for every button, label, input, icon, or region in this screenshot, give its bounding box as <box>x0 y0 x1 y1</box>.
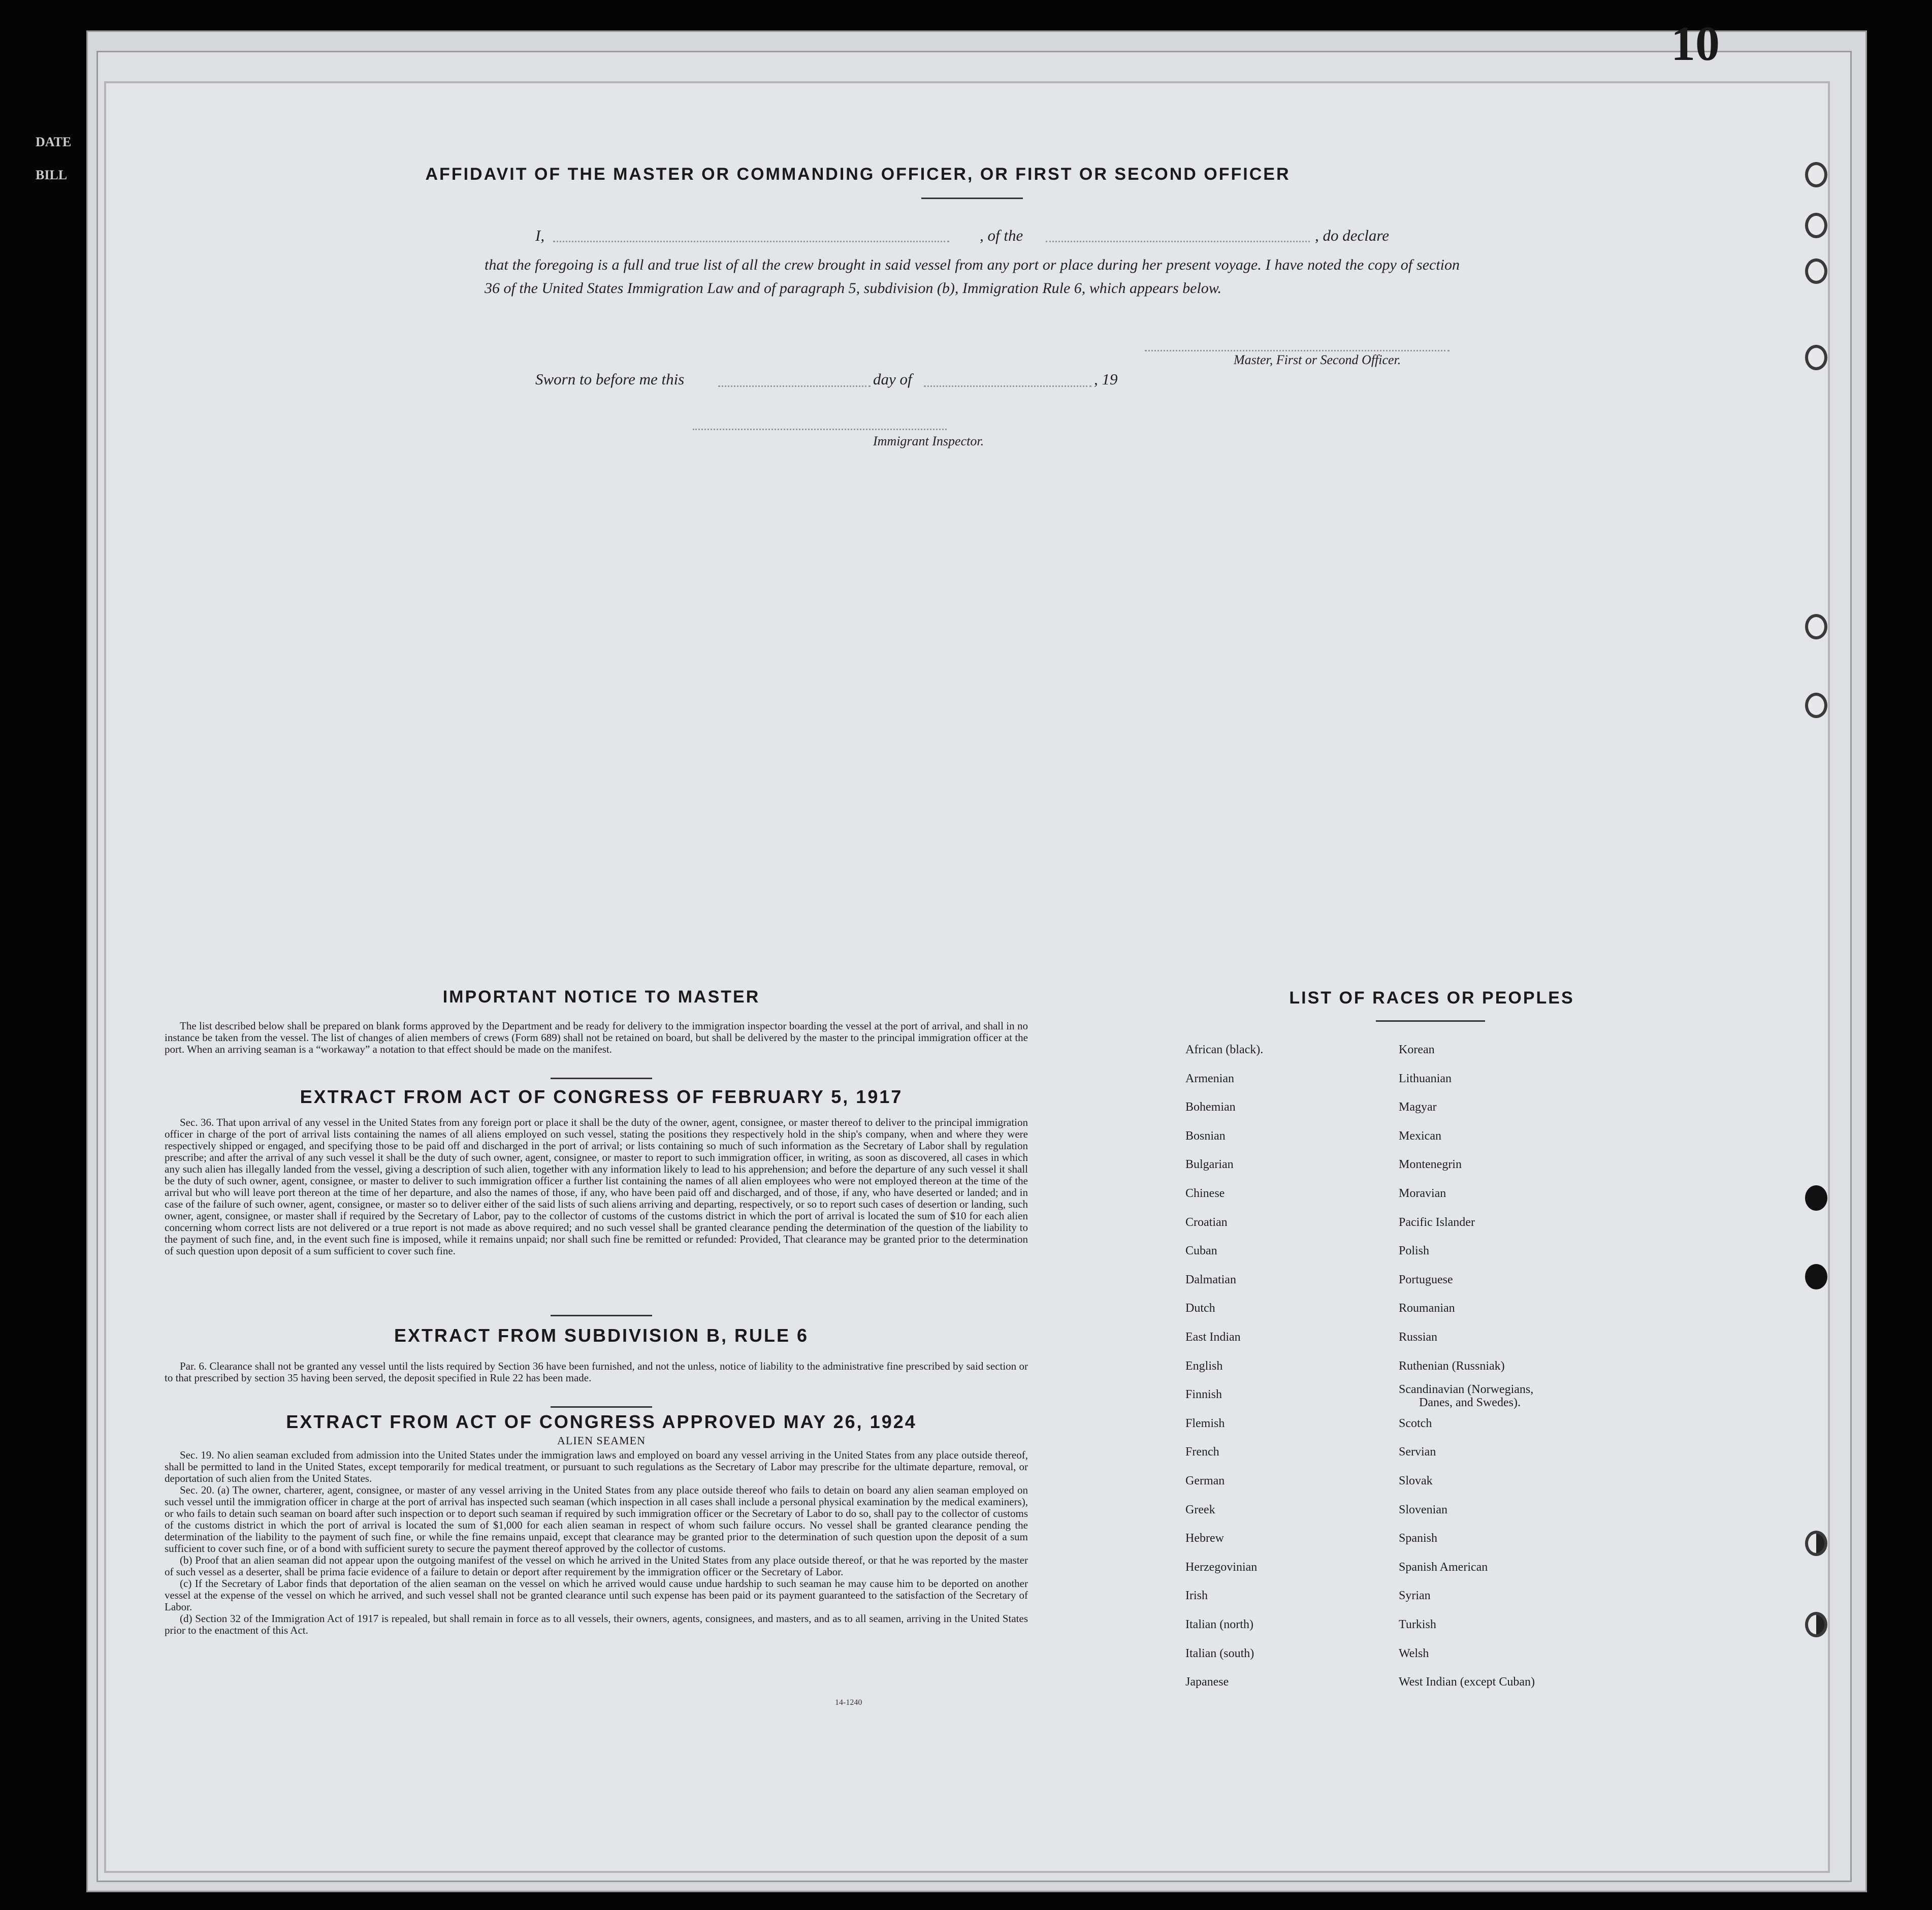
race-item: German <box>1185 1474 1225 1487</box>
binder-hole-1 <box>1805 162 1827 187</box>
signature-line <box>1145 350 1450 351</box>
race-item: Turkish <box>1399 1618 1436 1631</box>
race-item: Lithuanian <box>1399 1072 1452 1085</box>
sworn-text-1: Sworn to before me this <box>535 370 685 388</box>
inspector-line <box>693 429 947 430</box>
race-item: Bulgarian <box>1185 1158 1234 1172</box>
race-item: Hebrew <box>1185 1532 1224 1545</box>
race-item: Spanish <box>1399 1532 1438 1545</box>
race-item: Mexican <box>1399 1129 1441 1143</box>
sworn-text-2: day of <box>873 370 912 388</box>
affidavit-title: AFFIDAVIT OF THE MASTER OR COMMANDING OFFICER, OR FIRST OR SECOND OFFICER <box>425 165 1291 184</box>
form-number: 14-1240 <box>835 1698 862 1707</box>
race-item: French <box>1185 1445 1219 1459</box>
left-tab-date: DATE <box>36 135 72 149</box>
left-tab-bill: BILL <box>36 168 68 182</box>
extract1917-paragraph: Sec. 36. That upon arrival of any vessel in the United States from any foreign port or place it shall be the duty of the owner, agent, consignee, or master thereof to deliver to the principal immigration officer in charge of the port of arrival lists containing the names of all aliens employed on such vessel, stating the positions they respectively hold in the ship's company, when and where they were respectively shipped or engaged, and specifying those to be paid off and discharged in the port of arrival; or lists containing so much of such information as the Secretary of Labor shall by regulation prescribe; and after the arrival of any such vessel it shall be the duty of such owner, agent, consignee, or master to report to such immigration officer, in writing, as soon as discovered, all cases in which any such alien has illegally landed from the vessel, giving a description of such alien, together with any information likely to lead to his apprehension; and before the departure of any such vessel it shall be the duty of such owner, agent, consignee, or master to deliver to such immigration officer a further list containing the names of all alien employees who were not employed thereon at the time of the arrival but who will leave port thereon at the time of her departure, and also the names of those, if any, who have been paid off and discharged, and of those, if any, who have deserted or landed; and in case of the failure of such owner, agent, consignee, or master so to deliver either of the said lists of such aliens arriving and departing, respectively, or so to report such cases of desertion or landing, such owner, agent, consignee, or master shall if required by the Secretary of Labor, pay to the collector of customs of the customs district in which the port of arrival is located the sum of $10 for each alien concerning whom correct lists are not delivered or a true report is not made as above required; and no such vessel shall be granted clearance pending the determination of the question of the liability to the payment of such fine, and, in the event such fine is imposed, while it remains unpaid; nor shall such fine be remitted or refunded: Provided, That clearance may be granted prior to the determination of such question upon deposit of a sum sufficient to cover such fine. <box>165 1116 1028 1257</box>
race-item: African (black). <box>1185 1043 1264 1056</box>
binder-hole-7 <box>1805 1185 1827 1211</box>
rule6-paragraph: Par. 6. Clearance shall not be granted any vessel until the lists required by Section 36 have been furnished, and not the unless, notice of liability to the administrative fine prescribed by said section or to that prescribed by section 35 having been served, the deposit specified in Rule 22 has been made. <box>165 1360 1028 1384</box>
extract1924-sec20c: (c) If the Secretary of Labor finds that deportation of the alien seaman on the vessel on which he arrived would cause undue hardship to such seaman he may cause him to be deported on another vessel at the expense of the vessel on which he arrived, and such vessel shall not be granted clearance until such expense has been paid or its payment guaranteed to the satisfaction of the Secretary of Labor. <box>165 1577 1028 1613</box>
notice-rule <box>551 1078 652 1079</box>
affidavit-body: that the foregoing is a full and true list of all the crew brought in said vessel from any port or place during her present voyage. I have noted the copy of section 36 of the United States Immigration Law and of paragraph 5, subdivision (b), Immigration Rule 6, which appears below. <box>485 256 1460 297</box>
inspector-label: Immigrant Inspector. <box>873 434 984 448</box>
race-item: Greek <box>1185 1503 1215 1516</box>
binder-hole-10 <box>1805 1612 1827 1637</box>
notice-text <box>165 1020 1028 1055</box>
name-line <box>553 241 949 242</box>
race-item: Magyar <box>1399 1100 1437 1114</box>
extract1917-heading: EXTRACT FROM ACT OF CONGRESS OF FEBRUARY 5, 1917 <box>300 1086 903 1107</box>
extract1924-sec20d: (d) Section 32 of the Immigration Act of 1917 is repealed, but shall remain in force as to all vessels, their owners, agents, consignees, and masters, and as to all seamen, arriving in the United States prior to the enactment of this Act. <box>165 1612 1028 1636</box>
races-heading: LIST OF RACES OR PEOPLES <box>1289 988 1574 1008</box>
race-item: Spanish American <box>1399 1560 1488 1574</box>
signature-label: Master, First or Second Officer. <box>1234 352 1401 367</box>
race-item: Moravian <box>1399 1187 1446 1200</box>
race-item: Welsh <box>1399 1646 1429 1660</box>
affidavit-title-rule <box>921 198 1023 199</box>
sworn-day-line <box>718 385 871 387</box>
race-item: Portuguese <box>1399 1273 1453 1286</box>
race-item: Bohemian <box>1185 1100 1236 1114</box>
race-item: English <box>1185 1359 1223 1373</box>
rule6-heading: EXTRACT FROM SUBDIVISION B, RULE 6 <box>394 1325 809 1346</box>
sworn-month-line <box>924 385 1091 387</box>
race-item: Chinese <box>1185 1187 1225 1200</box>
extract1924-heading: EXTRACT FROM ACT OF CONGRESS APPROVED MAY 26, 1924 <box>286 1411 917 1432</box>
race-item: Scotch <box>1399 1416 1432 1430</box>
races-right-column <box>1399 1043 1653 1688</box>
race-item: West Indian (except Cuban) <box>1399 1675 1535 1689</box>
binder-hole-5 <box>1805 614 1827 639</box>
race-item: Herzegovinian <box>1185 1560 1258 1574</box>
binder-hole-2 <box>1805 213 1827 238</box>
races-left-column <box>1185 1043 1378 1688</box>
binder-hole-9 <box>1805 1531 1827 1556</box>
race-item: East Indian <box>1185 1331 1241 1344</box>
document-page <box>104 81 1830 1873</box>
race-item: Korean <box>1399 1043 1435 1056</box>
race-item: Servian <box>1399 1445 1436 1459</box>
extract1924-subheading: ALIEN SEAMEN <box>557 1434 646 1447</box>
race-item: Italian (south) <box>1185 1646 1254 1660</box>
race-item: Dutch <box>1185 1302 1215 1315</box>
race-item: Armenian <box>1185 1072 1234 1085</box>
race-item: Slovak <box>1399 1474 1433 1487</box>
race-item: Bosnian <box>1185 1129 1226 1143</box>
rule6-text <box>165 1361 1028 1384</box>
race-item: Finnish <box>1185 1388 1222 1402</box>
vessel-line <box>1046 241 1310 242</box>
binder-hole-6 <box>1805 693 1827 718</box>
race-item: Russian <box>1399 1331 1438 1344</box>
race-item: Scandinavian (Norwegians, Danes, and Swedes). <box>1399 1383 1534 1410</box>
race-item: Ruthenian (Russniak) <box>1399 1359 1505 1373</box>
race-item: Roumanian <box>1399 1302 1455 1315</box>
extract1924-sec20b: (b) Proof that an alien seaman did not appear upon the outgoing manifest of the vessel on which he arrived in the United States from any place outside thereof, or that he was reported by the master of such vessel as a deserter, shall be prima facie evidence of a failure to detain or deport after requirement by the immigration officer or the Secretary of Labor. <box>165 1554 1028 1578</box>
race-item: Syrian <box>1399 1589 1431 1603</box>
extract1924-sec20a: Sec. 20. (a) The owner, charterer, agent, consignee, or master of any vessel arriving in the United States from any place outside thereof who fails to detain on board any alien seaman employed on such vessel until the immigration officer in charge at the port of arrival has inspected such seaman (which inspection in all cases shall include a personal physical examination by the medical examiners), or who fails to detain such seaman on board after such inspection or to deport such seaman if required by such immigration officer or the Secretary of Labor to do so, shall pay to the collector of customs of the customs district in which the port of arrival is located the sum of $1,000 for each alien seaman in respect of whom such failure occurs. No vessel shall be granted clearance pending the determination of the liability to the payment of such fine, or while the fine remains unpaid, except that clearance may be granted prior to the determination of such question upon the deposit of a sum sufficient to cover such fine, or of a bond with sufficient surety to secure the payment thereof approved by the collector of customs. <box>165 1484 1028 1555</box>
extract1924-text <box>165 1449 1028 1636</box>
race-item: Flemish <box>1185 1416 1225 1430</box>
extract1917-text <box>165 1117 1028 1257</box>
notice-paragraph: The list described below shall be prepared on blank forms approved by the Department and be ready for delivery to the immigration inspector boarding the vessel at the port of arrival, and shall in no instance be taken from the vessel. The list of changes of alien members of crews (Form 689) shall not be retained on board, but shall be delivered by the master to the principal immigration officer at the port. When an arriving seaman is a “workaway” a notation to that effect should be made on the manifest. <box>165 1020 1028 1055</box>
race-item-continuation: Danes, and Swedes). <box>1419 1396 1521 1410</box>
sworn-text-3: , 19 <box>1094 370 1118 388</box>
race-item: Italian (north) <box>1185 1618 1253 1631</box>
notice-heading: IMPORTANT NOTICE TO MASTER <box>442 987 760 1007</box>
race-item: Slovenian <box>1399 1503 1447 1516</box>
race-item: Croatian <box>1185 1215 1228 1229</box>
affidavit-of-the: , of the <box>980 226 1023 244</box>
affidavit-do-declare: , do declare <box>1315 226 1390 244</box>
race-item: Irish <box>1185 1589 1208 1603</box>
extract1924-sec19: Sec. 19. No alien seaman excluded from admission into the United States under the immigration laws and employed on board any vessel arriving in the United States from any place outside thereof, shall be permitted to land in the United States, except temporarily for medical treatment, or pursuant to such regulations as the Secretary of Labor may prescribe for the ultimate departure, removal, or deportation of such alien from the United States. <box>165 1449 1028 1484</box>
race-item: Montenegrin <box>1399 1158 1462 1172</box>
affidavit-i: I, <box>535 226 545 244</box>
page-number-mark: 10 <box>1671 16 1720 71</box>
binder-hole-3 <box>1805 258 1827 284</box>
race-item: Japanese <box>1185 1675 1229 1689</box>
race-item: Dalmatian <box>1185 1273 1236 1286</box>
race-item: Cuban <box>1185 1244 1217 1258</box>
races-rule <box>1376 1020 1485 1022</box>
race-item: Pacific Islander <box>1399 1215 1475 1229</box>
race-item: Polish <box>1399 1244 1430 1258</box>
binder-hole-8 <box>1805 1264 1827 1289</box>
binder-hole-4 <box>1805 345 1827 370</box>
rule6-rule <box>551 1406 652 1408</box>
extract1917-rule <box>551 1315 652 1316</box>
